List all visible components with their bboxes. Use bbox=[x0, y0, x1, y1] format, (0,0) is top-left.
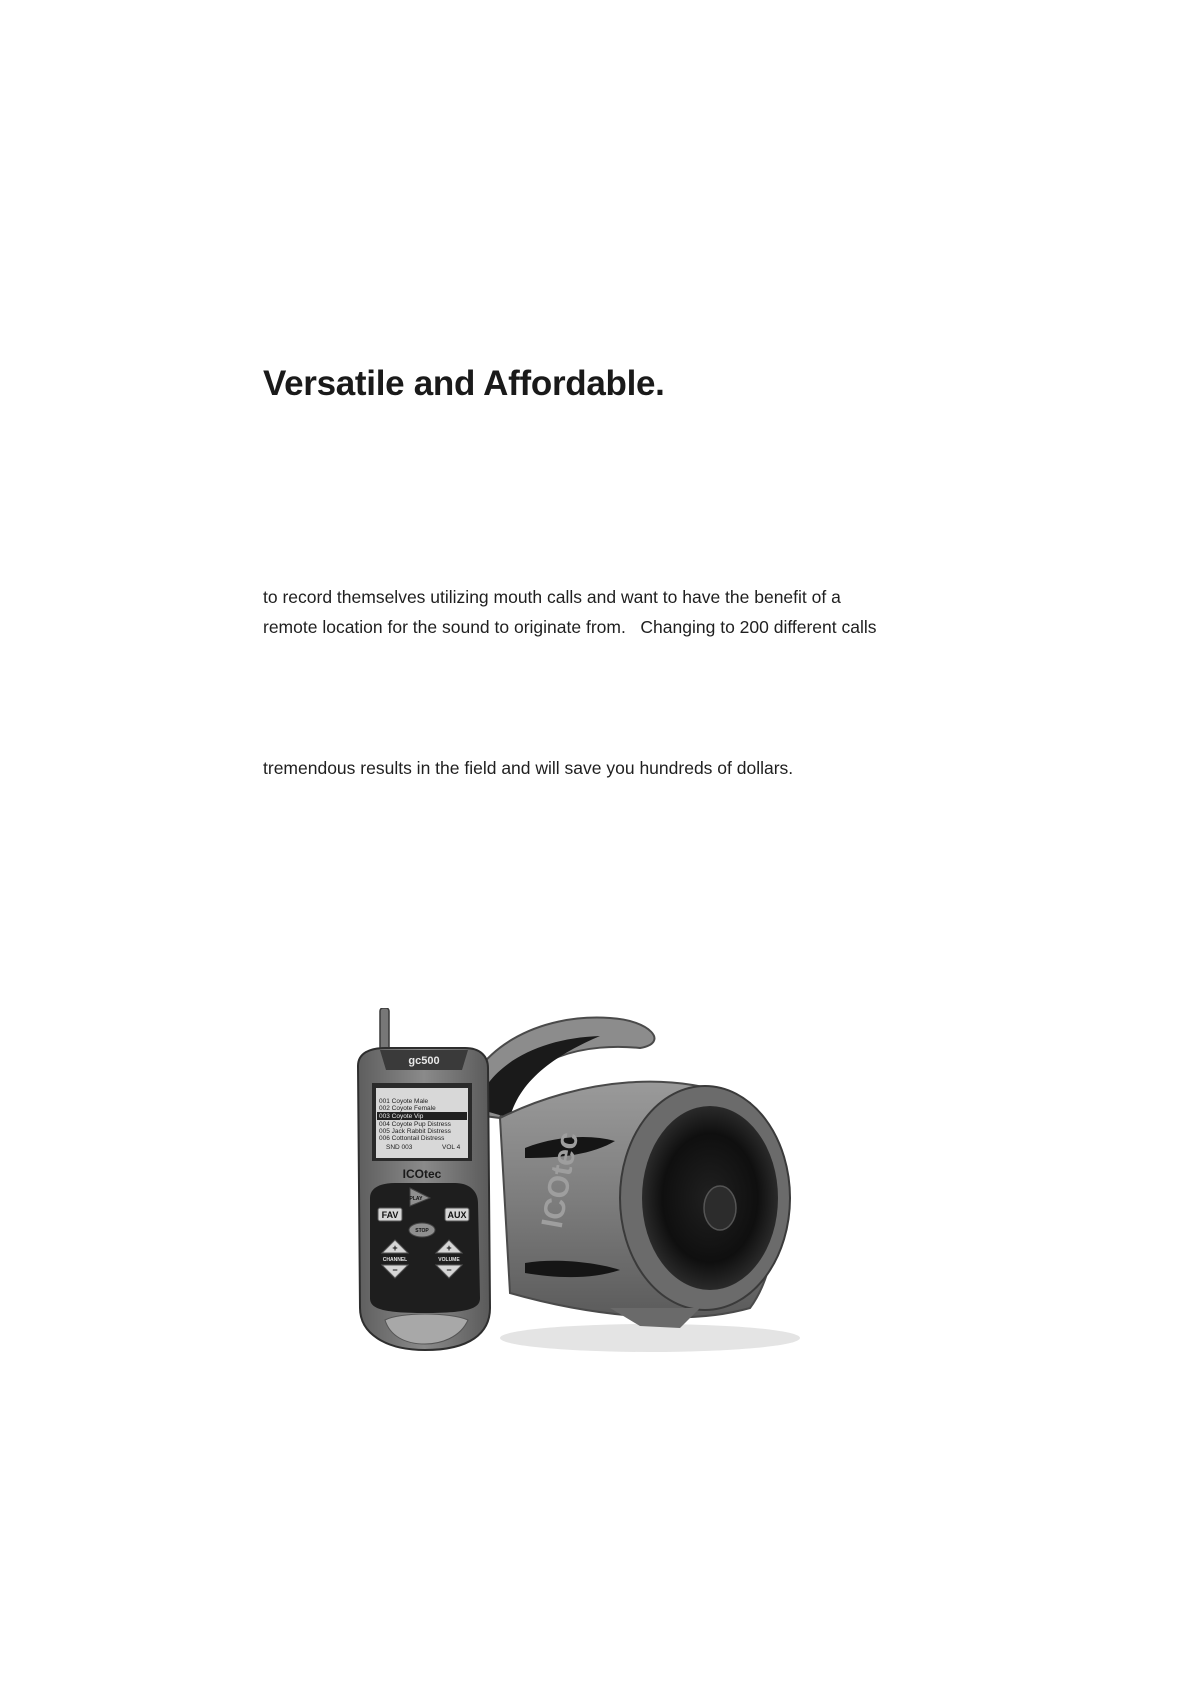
speaker-unit bbox=[460, 1018, 800, 1352]
stop-button-label: STOP bbox=[415, 1228, 429, 1234]
remote-model-label: gc500 bbox=[408, 1055, 440, 1067]
paragraph-closing-line-1: tremendous results in the field and will save you hundreds of dollars. bbox=[263, 758, 794, 778]
page-headline: Versatile and Affordable. bbox=[263, 364, 665, 403]
fav-button[interactable] bbox=[378, 1208, 402, 1221]
volume-down-label: − bbox=[446, 1265, 452, 1275]
product-photo bbox=[350, 1008, 830, 1418]
screen-row-5: 005 Jack Rabbit Distress bbox=[379, 1128, 451, 1135]
screen-row-1: 001 Coyote Male bbox=[379, 1098, 429, 1105]
screen-row-2: 002 Coyote Female bbox=[379, 1105, 436, 1112]
screen-status-snd: SND 003 bbox=[386, 1144, 413, 1151]
stop-button[interactable] bbox=[409, 1223, 435, 1237]
aux-button-label: AUX bbox=[447, 1210, 467, 1220]
speaker-driver bbox=[704, 1186, 736, 1230]
paragraph-intro-line-1: to record themselves utilizing mouth calls and want to have the benefit of a bbox=[263, 587, 841, 607]
volume-label: VOLUME bbox=[438, 1257, 460, 1263]
screen-row-4: 004 Coyote Pup Distress bbox=[379, 1121, 451, 1128]
speaker-brand-text: ICOtec bbox=[535, 1129, 586, 1231]
channel-down-label: − bbox=[392, 1265, 398, 1275]
speaker-shadow bbox=[500, 1324, 800, 1352]
fav-button-label: FAV bbox=[381, 1210, 399, 1220]
paragraph-closing bbox=[263, 753, 793, 783]
remote-control bbox=[358, 1008, 490, 1350]
remote-brand-label: ICOtec bbox=[402, 1167, 442, 1181]
screen-status-vol: VOL 4 bbox=[442, 1144, 461, 1151]
paragraph-intro bbox=[263, 582, 877, 642]
screen-row-3: 003 Coyote Vip bbox=[379, 1113, 424, 1120]
aux-button[interactable] bbox=[445, 1208, 469, 1221]
play-button-label: PLAY bbox=[409, 1196, 423, 1202]
volume-up-label: + bbox=[446, 1243, 452, 1253]
channel-label: CHANNEL bbox=[382, 1257, 408, 1263]
channel-up-label: + bbox=[392, 1243, 398, 1253]
screen-row-6: 006 Cottontail Distress bbox=[379, 1135, 445, 1142]
paragraph-intro-line-2: remote location for the sound to originate from. Changing to 200 different calls bbox=[263, 617, 877, 637]
